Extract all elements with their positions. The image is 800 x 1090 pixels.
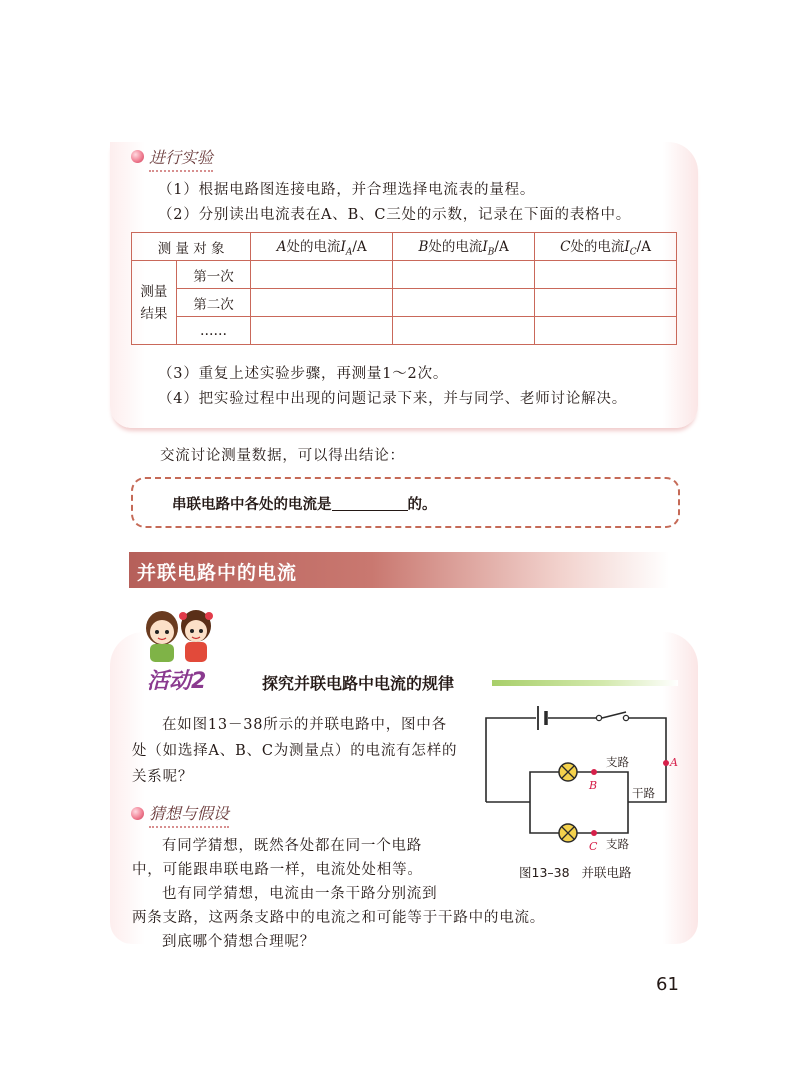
bullet-dot-icon: [131, 150, 144, 163]
page-number: 61: [656, 974, 679, 995]
table-cell: [393, 261, 535, 289]
table-row: [132, 317, 677, 345]
label-main-line: 干路: [632, 786, 655, 800]
label-point-b: B: [589, 779, 598, 792]
experiment-heading: 进行实验: [149, 145, 213, 172]
table-corner-header: 测 量 对 象: [132, 233, 251, 261]
table-cell: [251, 289, 393, 317]
step-4: （4）把实验过程中出现的问题记录下来，并与同学、老师讨论解决。: [158, 391, 628, 407]
figure-caption: 图13–38 并联电路: [519, 865, 632, 880]
table-row: [132, 261, 677, 289]
intro-line-1: 在如图13－38所示的并联电路中，图中各: [162, 717, 447, 733]
section-banner: [129, 552, 669, 588]
point-a-marker: [663, 760, 669, 766]
row-group-label: 测量 结果: [132, 261, 177, 345]
step-2: （2）分别读出电流表在A、B、C三处的示数，记录在下面的表格中。: [158, 207, 632, 223]
measurement-table: [131, 232, 677, 345]
step-3: （3）重复上述实验步骤，再测量1～2次。: [158, 366, 449, 382]
table-cell: [393, 289, 535, 317]
step-1: （1）根据电路图连接电路，并合理选择电流表的量程。: [158, 182, 536, 198]
conclusion-blank[interactable]: [332, 510, 408, 511]
table-cell: [535, 317, 677, 345]
lamp-icon: [559, 824, 577, 842]
intro-line-2: 处（如选择A、B、C为测量点）的电流有怎样的: [132, 743, 458, 759]
hypothesis-line-3: 也有同学猜想，电流由一条干路分别流到: [162, 886, 438, 902]
table-cell: [535, 289, 677, 317]
row-label: ……: [176, 317, 251, 345]
table-cell: [251, 261, 393, 289]
activity-title: 探究并联电路中电流的规律: [262, 674, 455, 693]
conclusion-sentence: 串联电路中各处的电流是 的。: [172, 497, 437, 513]
section-title: 并联电路中的电流: [137, 562, 298, 584]
hypothesis-line-4: 两条支路，这两条支路中的电流之和可能等于干路中的电流。: [132, 910, 546, 926]
cartoon-students-icon: [140, 606, 220, 662]
label-branch-bottom: 支路: [606, 837, 629, 851]
parallel-circuit-diagram: [478, 700, 688, 860]
column-header-b: B处的电流$I_B/A$: [393, 233, 535, 261]
table-cell: [393, 317, 535, 345]
hypothesis-line-2: 中，可能跟串联电路一样，电流处处相等。: [132, 862, 423, 878]
switch-icon: [596, 715, 601, 720]
hypothesis-line-5: 到底哪个猜想合理呢？: [162, 934, 315, 950]
discussion-prompt: 交流讨论测量数据，可以得出结论：: [160, 448, 405, 464]
label-branch-top: 支路: [606, 755, 629, 769]
activity-label: 活动2: [147, 669, 207, 694]
hypothesis-heading: 猜想与假设: [149, 801, 229, 828]
lamp-icon: [559, 763, 577, 781]
label-point-c: C: [589, 840, 598, 853]
table-row: [132, 289, 677, 317]
activity-title-rule: [492, 680, 678, 686]
label-point-a: A: [670, 756, 678, 769]
row-label: 第二次: [176, 289, 251, 317]
column-header-a: A处的电流$I_A/A$: [251, 233, 393, 261]
point-b-marker: [591, 769, 597, 775]
table-cell: [535, 261, 677, 289]
table-cell: [251, 317, 393, 345]
bullet-dot-icon: [131, 807, 144, 820]
column-header-c: C处的电流$I_C/A$: [535, 233, 677, 261]
intro-line-3: 关系呢？: [132, 769, 194, 785]
hypothesis-line-1: 有同学猜想，既然各处都在同一个电路: [162, 838, 423, 854]
table-header-row: [132, 233, 677, 261]
row-label: 第一次: [176, 261, 251, 289]
point-c-marker: [591, 830, 597, 836]
